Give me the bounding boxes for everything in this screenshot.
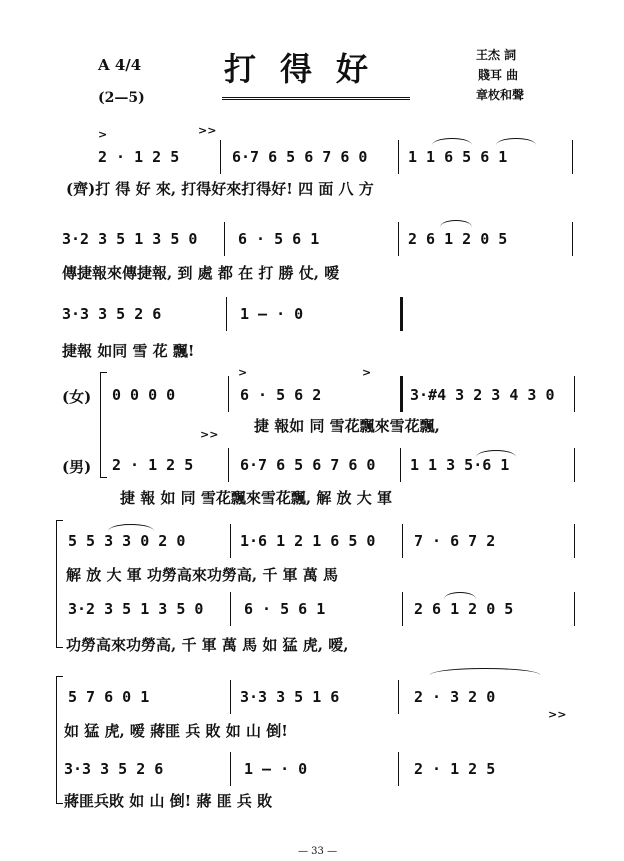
barline	[220, 140, 221, 174]
barline	[230, 680, 231, 714]
measure-notes: 0 0 0 0	[112, 386, 176, 404]
barline	[230, 752, 231, 786]
measure-notes: 2 · 1 2 5	[98, 148, 180, 166]
barline	[226, 297, 227, 331]
accent-mark: >>	[548, 708, 567, 721]
lyric-line: 捷 報如 同 雪花飄來雪花飄,	[254, 417, 440, 435]
measure-notes: 6·7 6 5 6 7 6 0	[240, 456, 376, 474]
barline	[398, 140, 399, 174]
barline	[228, 448, 229, 482]
lyric-line: 功勞高來功勞高, 千 軍 萬 馬 如 猛 虎, 嗳,	[66, 636, 349, 654]
voice-label-female: (女)	[62, 388, 92, 406]
measure-notes: 1 1 3 5·6 1	[410, 456, 510, 474]
measure-notes: 1 1 6 5 6 1	[408, 148, 508, 166]
accent-mark: >	[362, 366, 372, 379]
barline	[402, 524, 403, 558]
slur	[496, 138, 536, 145]
system-brace	[56, 520, 63, 648]
measure-notes: 2 6 1 2 0 5	[414, 600, 514, 618]
accent-mark: >	[238, 366, 248, 379]
barline	[572, 140, 573, 174]
measure-notes: 6 · 5 6 1	[238, 230, 320, 248]
barline	[228, 376, 229, 412]
measure-notes: 3·3 3 5 1 6	[240, 688, 340, 706]
barline	[574, 376, 575, 412]
accent-mark: >	[98, 128, 108, 141]
measure-notes: 5 5 3 3 0 2 0	[68, 532, 186, 550]
barline	[398, 680, 399, 714]
measure-notes: 3·3 3 5 2 6	[62, 305, 162, 323]
measure-notes: 1 — · 0	[244, 760, 308, 778]
final-barline	[400, 297, 403, 331]
barline	[574, 592, 575, 626]
lyric-line: 傳捷報來傳捷報, 到 處 都 在 打 勝 仗, 嗳	[62, 264, 340, 282]
lyric-line: 捷 報 如 同 雪花飄來雪花飄, 解 放 大 軍	[120, 489, 393, 507]
measure-notes: 5 7 6 0 1	[68, 688, 150, 706]
voice-label-male: (男)	[62, 458, 92, 476]
composer-credit: 賤耳 曲	[478, 68, 519, 82]
lyric-line: 蔣匪兵敗 如 山 倒! 蔣 匪 兵 敗	[64, 792, 273, 810]
measure-notes: 2 · 3 2 0	[414, 688, 496, 706]
measure-notes: 2 · 1 2 5	[414, 760, 496, 778]
slur	[108, 524, 154, 531]
lyric-line: (齊)打 得 好 來, 打得好來打得好! 四 面 八 方	[66, 180, 374, 198]
measure-notes: 3·2 3 5 1 3 5 0	[62, 230, 198, 248]
barline	[400, 448, 401, 482]
key-signature: A 4/4	[98, 56, 142, 74]
barline	[402, 592, 403, 626]
measure-notes: 3·3 3 5 2 6	[64, 760, 164, 778]
accent-mark: >>	[198, 124, 217, 137]
accent-mark: >>	[200, 428, 219, 441]
system-brace	[56, 676, 63, 804]
title-underline	[222, 97, 410, 100]
measure-notes: 3·#4 3 2 3 4 3 0	[410, 386, 555, 404]
measure-notes: 1 — · 0	[240, 305, 304, 323]
barline	[398, 752, 399, 786]
lyricist-credit: 王杰 詞	[476, 48, 517, 62]
measure-notes: 2 · 1 2 5	[112, 456, 194, 474]
system-brace	[100, 372, 107, 478]
measure-notes: 3·2 3 5 1 3 5 0	[68, 600, 204, 618]
slur	[440, 220, 472, 227]
slur	[432, 138, 472, 145]
harmony-credit: 章枚和聲	[476, 88, 525, 102]
song-title: 打得好	[224, 50, 393, 88]
intro-notes: (2—5)	[98, 90, 145, 106]
barline	[398, 222, 399, 256]
tie	[430, 668, 540, 675]
lyric-line: 解 放 大 軍 功勞高來功勞高, 千 軍 萬 馬	[66, 566, 339, 584]
lyric-line: 如 猛 虎, 嗳 蔣匪 兵 敗 如 山 倒!	[64, 722, 288, 740]
measure-notes: 6·7 6 5 6 7 6 0	[232, 148, 368, 166]
barline	[400, 376, 403, 412]
barline	[572, 222, 573, 256]
lyric-line: 捷報 如同 雪 花 飄!	[62, 342, 195, 360]
measure-notes: 7 · 6 7 2	[414, 532, 496, 550]
measure-notes: 2 6 1 2 0 5	[408, 230, 508, 248]
barline	[574, 524, 575, 558]
measure-notes: 6 · 5 6 2	[240, 386, 322, 404]
measure-notes: 1·6 1 2 1 6 5 0	[240, 532, 376, 550]
barline	[230, 592, 231, 626]
page-number: — 33 —	[298, 846, 338, 857]
slur	[444, 592, 476, 599]
barline	[574, 448, 575, 482]
barline	[230, 524, 231, 558]
measure-notes: 6 · 5 6 1	[244, 600, 326, 618]
barline	[224, 222, 225, 256]
